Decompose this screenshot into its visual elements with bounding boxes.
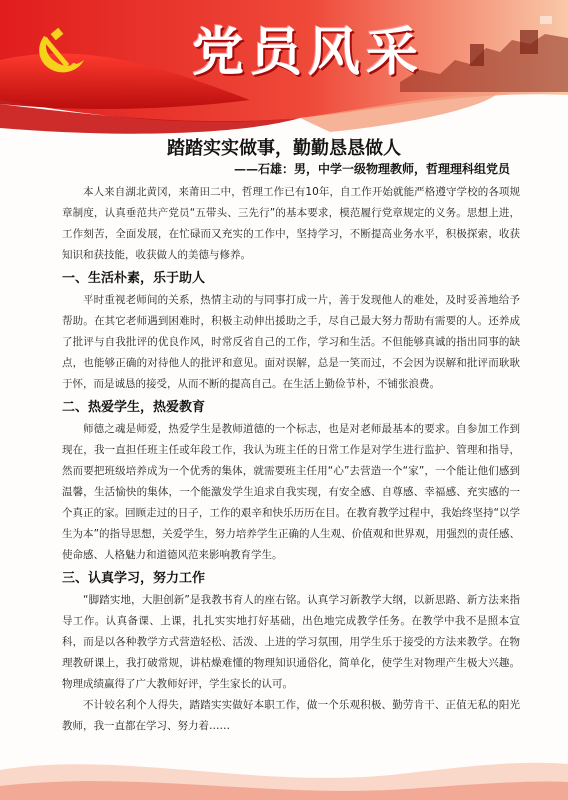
header-banner [0, 0, 568, 150]
section-heading: 二、热爱学生，热爱教育 [62, 400, 206, 415]
section-heading: 一、生活朴素，乐于助人 [62, 271, 206, 286]
header-title: 党员风采 [192, 22, 425, 83]
article-byline: ——石雄：男，中学一级物理教师，哲理理科组党员 [233, 162, 510, 176]
section-heading: 三、认真学习，努力工作 [62, 571, 206, 586]
article-title: 踏踏实实做事，勤勤恳恳做人 [167, 138, 401, 159]
footer-decoration [0, 730, 568, 800]
article-body [62, 182, 520, 737]
closing-paragraph: 不计较名利个人得失，踏踏实实做好本职工作，做一个乐观积极、勤劳肯干、正值无私的阳光教师，我一直都在学习、努力着…… [62, 699, 520, 732]
section-paragraph: 平时重视老师间的关系，热情主动的与同事打成一片，善于发现他人的难处，及时妥善地给予帮助。在其它老师遇到困难时，积极主动伸出援助之手，尽自己最大努力帮助有需要的人。还养成了批评与自我批评的优良作风，时常反省自己的工作，学习和生活。不但能够真诚的指出同事的缺点，也能够正确的对待他人的批评和意见。面对误解，总是一笑而过，不会因为误解和批评而耿耿于怀，而是诚恳的接受，从而不断的提高自己。在生活上勤俭节朴，不铺张浪费。 [62, 294, 520, 390]
section-paragraph: 师德之魂是师爱，热爱学生是教师道德的一个标志，也是对老师最基本的要求。自参加工作到现在，我一直担任班主任或年段工作，我认为班主任的日常工作是对学生进行监护、管理和指导，然而要把班级培养成为一个优秀的集体，就需要班主任用“心”去营造一个“家”，一个能让他们感到温馨，生活愉快的集体，一个能激发学生追求自我实现，有安全感、自尊感、幸福感、充实感的一个真正的家。回顾走过的日子，工作的艰辛和快乐历历在目。在教育教学过程中，我始终坚持“以学生为本”的指导思想，关爱学生，努力培养学生正确的人生观、价值观和世界观，用强烈的责任感、使命感、人格魅力和道德风范来影响教育学生。 [62, 423, 520, 561]
intro-paragraph: 本人来自湖北黄冈，来莆田二中，哲理工作已有10年，自工作开始就能严格遵守学校的各项规章制度，认真垂范共产党员“五带头、三先行”的基本要求，模范履行党章规定的义务。思想上进，工作刻苦，全面发展，在忙碌而又充实的工作中，坚持学习，不断提高业务水平，积极探索，收获知识和获技能，收获做人的美德与修养。 [62, 186, 520, 261]
section-paragraph: “脚踏实地，大胆创新”是我教书育人的座右铭。认真学习新教学大纲，以新思路、新方法来指导工作。认真备课、上课，扎扎实实地打好基础，出色地完成教学任务。在教学中我不是照本宣科，而是以各种教学方式营造轻松、活泼、上进的学习氛围，用学生乐于接受的方法来教学。在物理教研课上，我打破常规，讲枯燥难懂的物理知识通俗化，简单化，使学生对物理产生极大兴趣。物理成绩赢得了广大教师好评，学生家长的认可。 [62, 594, 520, 690]
hammer-and-sickle-icon [30, 20, 90, 80]
